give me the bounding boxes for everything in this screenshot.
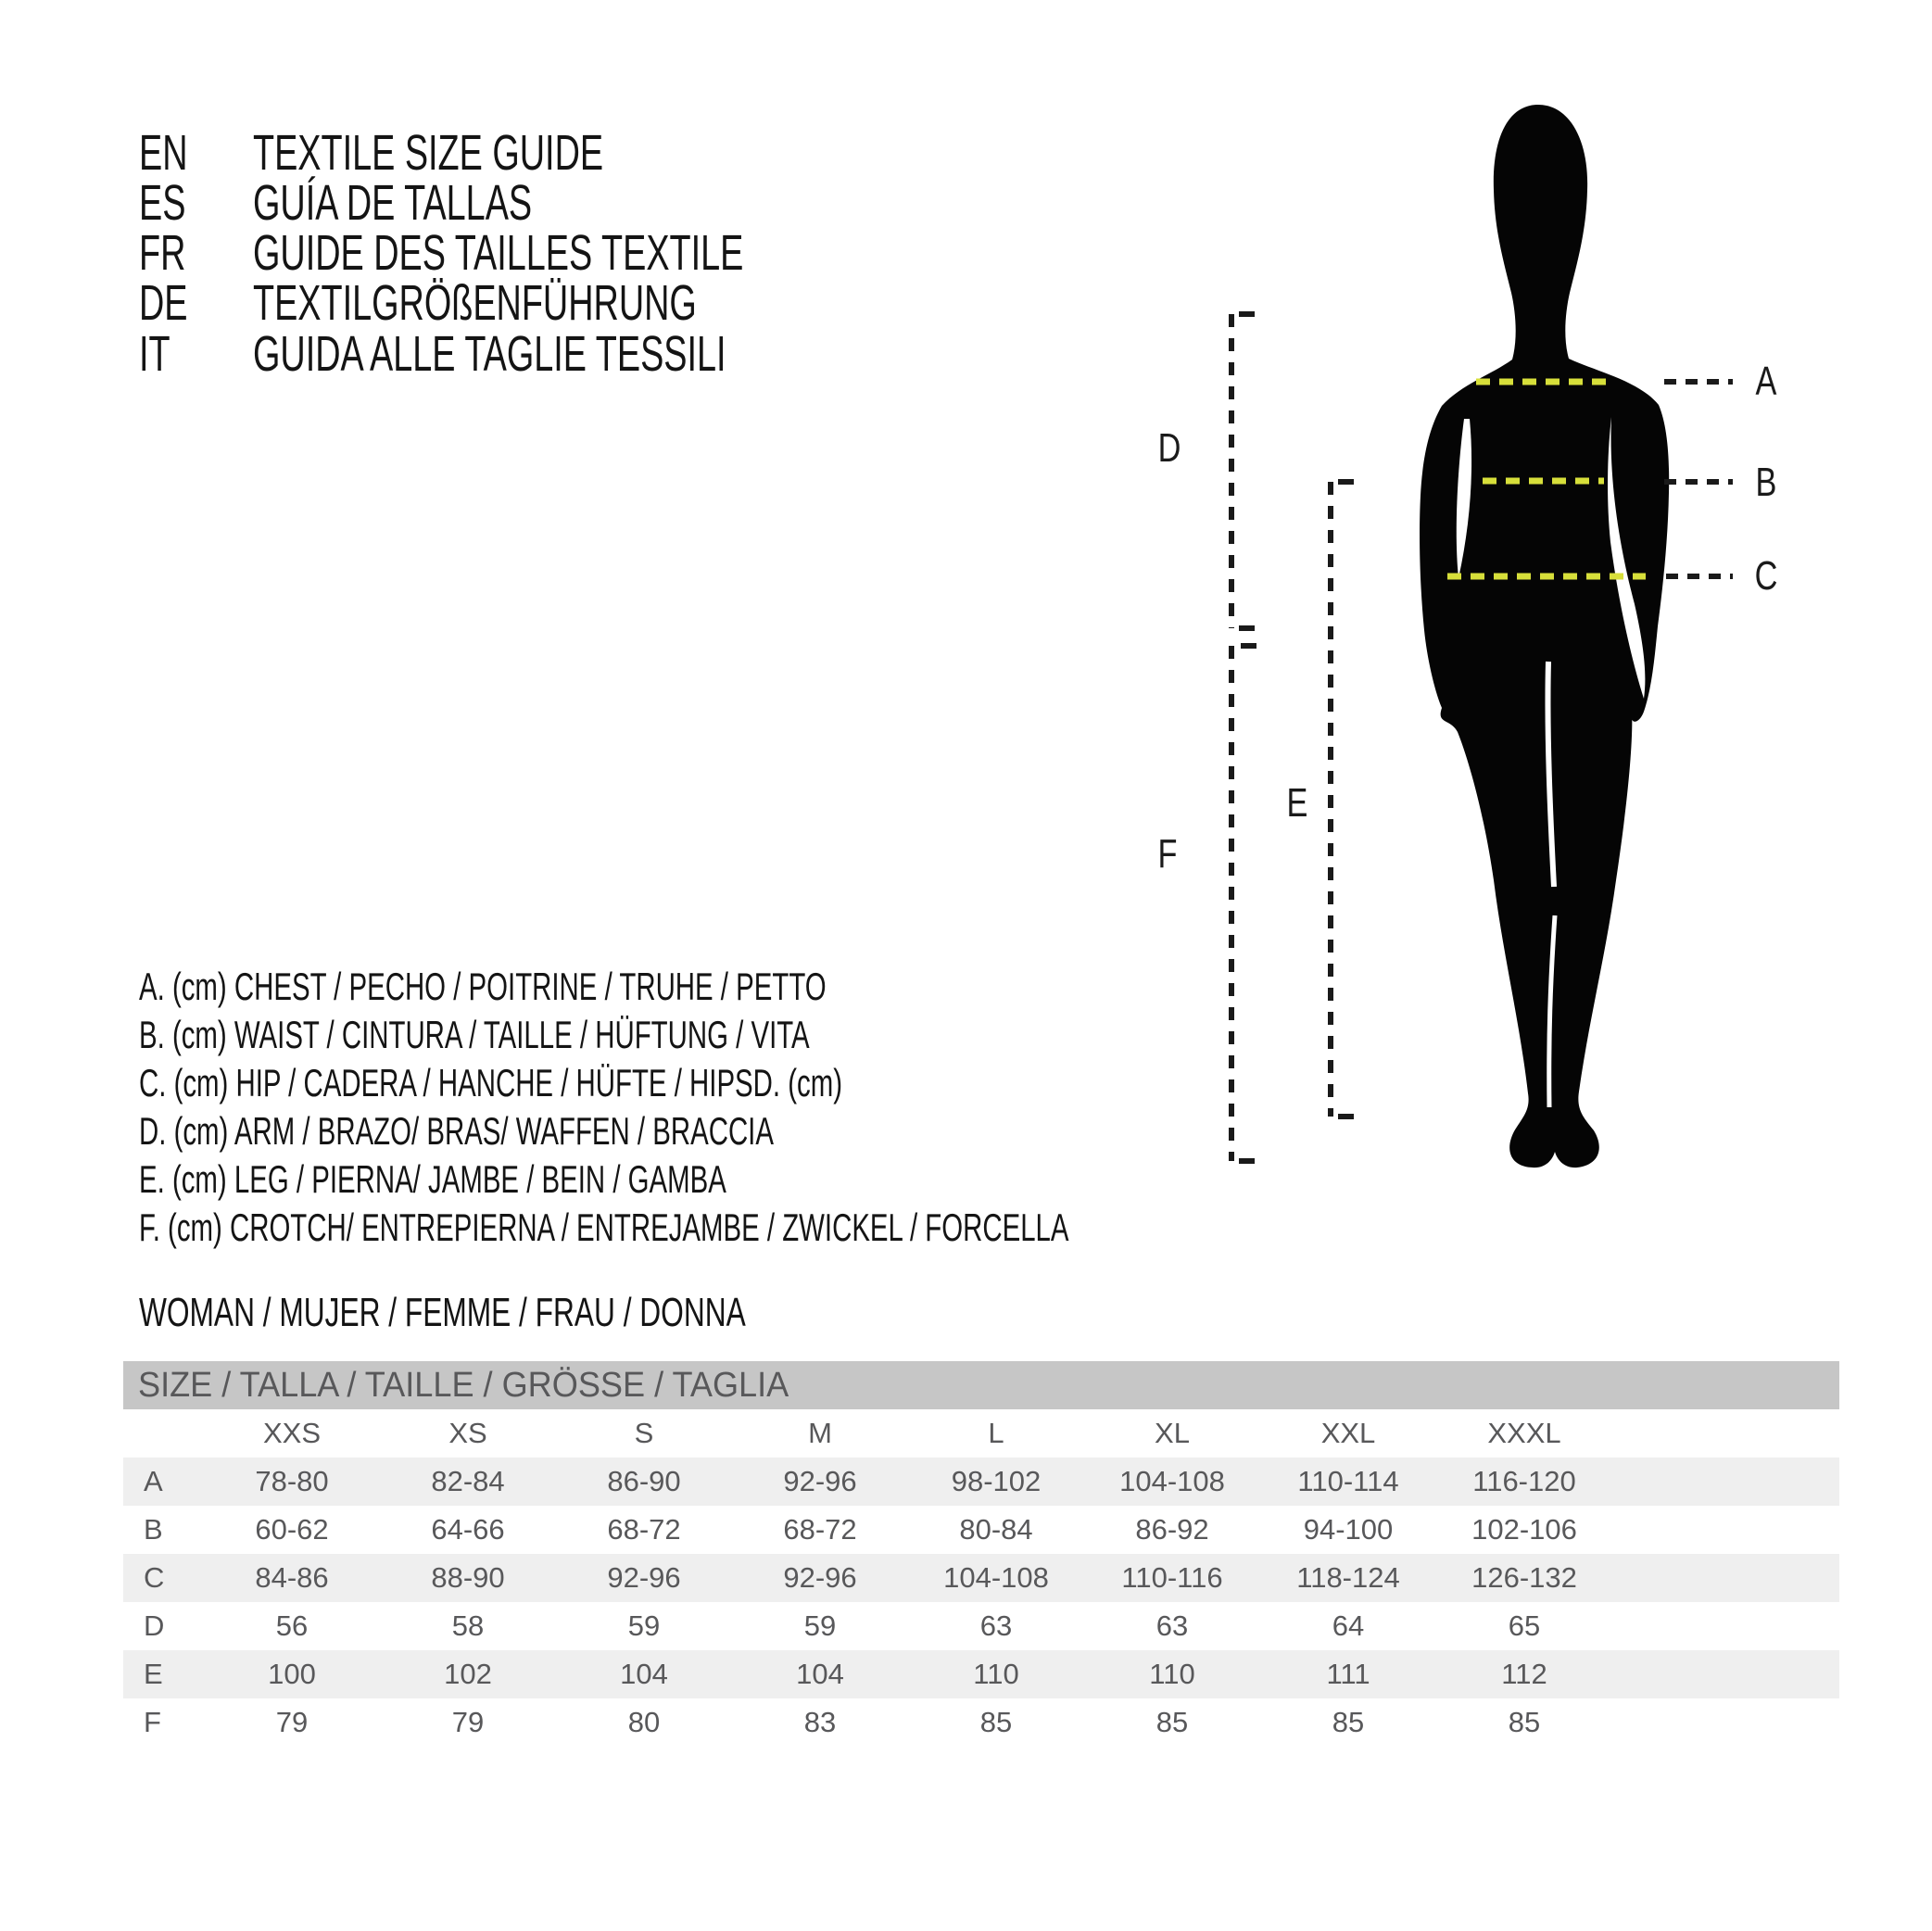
gender-heading <box>139 1289 981 1337</box>
table-row-a <box>123 1458 1839 1506</box>
size-col-xl: XL <box>1155 1417 1190 1449</box>
size-header-row <box>123 1409 1839 1458</box>
row-label: F <box>144 1706 161 1738</box>
cell: 79 <box>451 1706 485 1738</box>
cell: 86-90 <box>607 1465 681 1497</box>
legend-text: F. (cm) CROTCH/ ENTREPIERNA / ENTREJAMBE / ZWICKEL / FORCELLA <box>139 1205 1069 1249</box>
size-col-m: M <box>808 1417 832 1449</box>
cell: 102-106 <box>1471 1513 1577 1546</box>
cell: 65 <box>1508 1609 1541 1642</box>
size-col-xxxl: XXXL <box>1487 1417 1561 1449</box>
gender-heading-text: WOMAN / MUJER / FEMME / FRAU / DONNA <box>139 1290 746 1335</box>
vertical-measure-lines <box>1231 314 1354 1161</box>
language-code: ES <box>139 175 186 231</box>
cell: 59 <box>803 1609 837 1642</box>
language-title: TEXTILGRÖßENFÜHRUNG <box>253 275 697 331</box>
row-label: D <box>144 1609 165 1642</box>
cell: 102 <box>444 1658 492 1690</box>
language-code: DE <box>139 275 188 331</box>
cell: 110-116 <box>1121 1561 1223 1594</box>
cell: 92-96 <box>783 1561 857 1594</box>
cell: 80 <box>627 1706 661 1738</box>
legend-line-e <box>139 1155 979 1204</box>
table-row-b <box>123 1506 1839 1554</box>
cell: 104-108 <box>943 1561 1049 1594</box>
cell: 85 <box>979 1706 1013 1738</box>
cell: 78-80 <box>255 1465 329 1497</box>
size-table-header-text: SIZE / TALLA / TAILLE / GRÖSSE / TAGLIA <box>138 1365 789 1405</box>
legend-text: C. (cm) HIP / CADERA / HANCHE / HÜFTE / HIPSD. (cm) <box>139 1061 843 1104</box>
cell: 104 <box>620 1658 668 1690</box>
cell: 60-62 <box>255 1513 329 1546</box>
language-code: FR <box>139 225 186 281</box>
cell: 82-84 <box>431 1465 505 1497</box>
cell: 126-132 <box>1471 1561 1577 1594</box>
cell: 64 <box>1332 1609 1365 1642</box>
marker-label-b: B <box>1755 460 1777 505</box>
language-code: IT <box>139 326 170 382</box>
cell: 68-72 <box>783 1513 857 1546</box>
legend-line-c <box>139 1059 1143 1107</box>
size-col-l: L <box>988 1417 1004 1449</box>
cell: 110 <box>973 1658 1019 1690</box>
size-col-xs: XS <box>448 1417 487 1449</box>
legend-text: D. (cm) ARM / BRAZO/ BRAS/ WAFFEN / BRACCIA <box>139 1109 774 1153</box>
legend-line-d <box>139 1107 1046 1155</box>
size-table <box>123 1361 1839 1747</box>
row-label: A <box>144 1465 163 1497</box>
legend-text: A. (cm) CHEST / PECHO / POITRINE / TRUHE / PETTO <box>139 965 827 1008</box>
table-row-e <box>123 1650 1839 1698</box>
cell: 92-96 <box>607 1561 681 1594</box>
cell: 79 <box>275 1706 309 1738</box>
cell: 92-96 <box>783 1465 857 1497</box>
row-label: E <box>144 1658 163 1690</box>
cell: 116-120 <box>1472 1465 1576 1497</box>
language-title: TEXTILE SIZE GUIDE <box>253 125 604 181</box>
marker-label-a: A <box>1755 359 1777 404</box>
cell: 94-100 <box>1303 1513 1394 1546</box>
legend-line-f <box>139 1204 1468 1252</box>
marker-label-e: E <box>1286 780 1308 826</box>
size-col-s: S <box>634 1417 654 1449</box>
legend-line-b <box>139 1011 1097 1059</box>
size-col-xxs: XXS <box>262 1417 322 1449</box>
cell: 63 <box>979 1609 1013 1642</box>
table-row-f <box>123 1698 1839 1747</box>
size-col-xxl: XXL <box>1320 1417 1376 1449</box>
cell: 80-84 <box>959 1513 1033 1546</box>
cell: 68-72 <box>607 1513 681 1546</box>
cell: 88-90 <box>431 1561 505 1594</box>
cell: 100 <box>268 1658 316 1690</box>
cell: 98-102 <box>951 1465 1042 1497</box>
cell: 63 <box>1155 1609 1189 1642</box>
language-title: GUIDA ALLE TAGLIE TESSILI <box>253 326 726 382</box>
cell: 85 <box>1155 1706 1189 1738</box>
marker-label-f: F <box>1157 831 1178 877</box>
cell: 85 <box>1332 1706 1365 1738</box>
cell: 59 <box>627 1609 661 1642</box>
cell: 58 <box>451 1609 485 1642</box>
marker-label-d: D <box>1157 425 1181 471</box>
cell: 84-86 <box>255 1561 329 1594</box>
cell: 104-108 <box>1119 1465 1225 1497</box>
cell: 85 <box>1508 1706 1541 1738</box>
legend-text: E. (cm) LEG / PIERNA/ JAMBE / BEIN / GAMBA <box>139 1157 726 1201</box>
cell: 56 <box>275 1609 309 1642</box>
label-leader-dashes <box>1664 382 1733 576</box>
woman-silhouette-icon <box>1420 105 1669 1167</box>
cell: 118-124 <box>1296 1561 1400 1594</box>
cell: 111 <box>1326 1658 1370 1690</box>
language-title: GUÍA DE TALLAS <box>253 175 533 231</box>
cell: 83 <box>803 1706 837 1738</box>
cell: 110 <box>1149 1658 1195 1690</box>
cell: 104 <box>796 1658 844 1690</box>
language-code: EN <box>139 125 188 181</box>
row-label: C <box>144 1561 165 1594</box>
legend-text: B. (cm) WAIST / CINTURA / TAILLE / HÜFTUNG / VITA <box>139 1013 810 1056</box>
cell: 112 <box>1501 1658 1547 1690</box>
row-label: B <box>144 1513 163 1546</box>
legend-line-a <box>139 963 1120 1011</box>
table-row-c <box>123 1554 1839 1602</box>
cell: 64-66 <box>431 1513 505 1546</box>
table-row-d <box>123 1602 1839 1650</box>
cell: 110-114 <box>1297 1465 1399 1497</box>
language-title: GUIDE DES TAILLES TEXTILE <box>253 225 744 281</box>
size-table-header-bar <box>123 1361 1839 1409</box>
marker-label-c: C <box>1754 553 1778 599</box>
cell: 86-92 <box>1135 1513 1209 1546</box>
